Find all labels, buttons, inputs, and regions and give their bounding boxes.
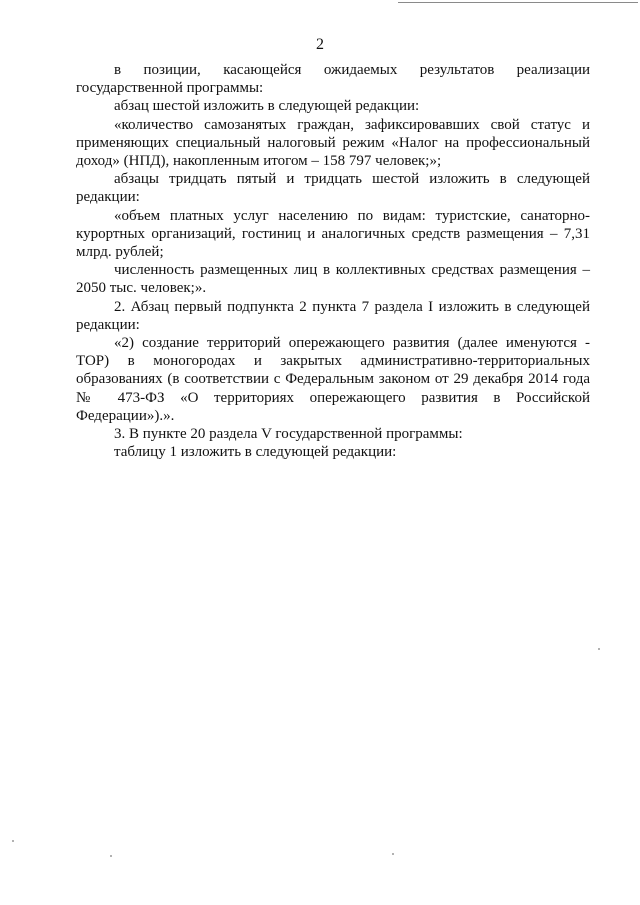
paragraph-10: таблицу 1 изложить в следующей редакции: bbox=[114, 444, 397, 461]
scan-edge-line bbox=[398, 2, 638, 3]
scan-speck bbox=[392, 853, 394, 855]
scan-speck bbox=[110, 855, 112, 857]
paragraph-4: абзацы тридцать пятый и тридцать шестой изложить в следующей редакции: bbox=[76, 171, 590, 206]
paragraph-8: «2) создание территорий опережающего развития (далее именуются - ТОР) в моногородах и закрытых административно-территориальных образованиях (в соответствии с Федеральным законом от 29 декабря 2014 года № 473-ФЗ «О территориях опережающего развития в Российской Федерации»).». bbox=[76, 335, 590, 424]
scan-speck bbox=[598, 648, 600, 650]
document-body bbox=[76, 61, 590, 461]
paragraph-2: абзац шестой изложить в следующей редакции: bbox=[114, 98, 420, 115]
page-number: 2 bbox=[316, 36, 324, 53]
paragraph-5: «объем платных услуг населению по видам: туристские, санаторно-курортных организаций, гостиниц и аналогичных средств размещения – 7,31 млрд. рублей; bbox=[76, 207, 590, 261]
scan-speck bbox=[12, 840, 14, 842]
paragraph-7: 2. Абзац первый подпункта 2 пункта 7 раздела I изложить в следующей редакции: bbox=[76, 298, 590, 333]
paragraph-1: в позиции, касающейся ожидаемых результатов реализации государственной программы: bbox=[76, 62, 590, 97]
paragraph-9: 3. В пункте 20 раздела V государственной программы: bbox=[114, 426, 463, 443]
paragraph-3: «количество самозанятых граждан, зафиксировавших свой статус и применяющих специальный налоговый режим «Налог на профессиональный доход» (НПД), накопленным итогом – 158 797 человек;»; bbox=[76, 116, 590, 170]
paragraph-6: численность размещенных лиц в коллективных средствах размещения – 2050 тыс. человек;». bbox=[76, 262, 590, 297]
